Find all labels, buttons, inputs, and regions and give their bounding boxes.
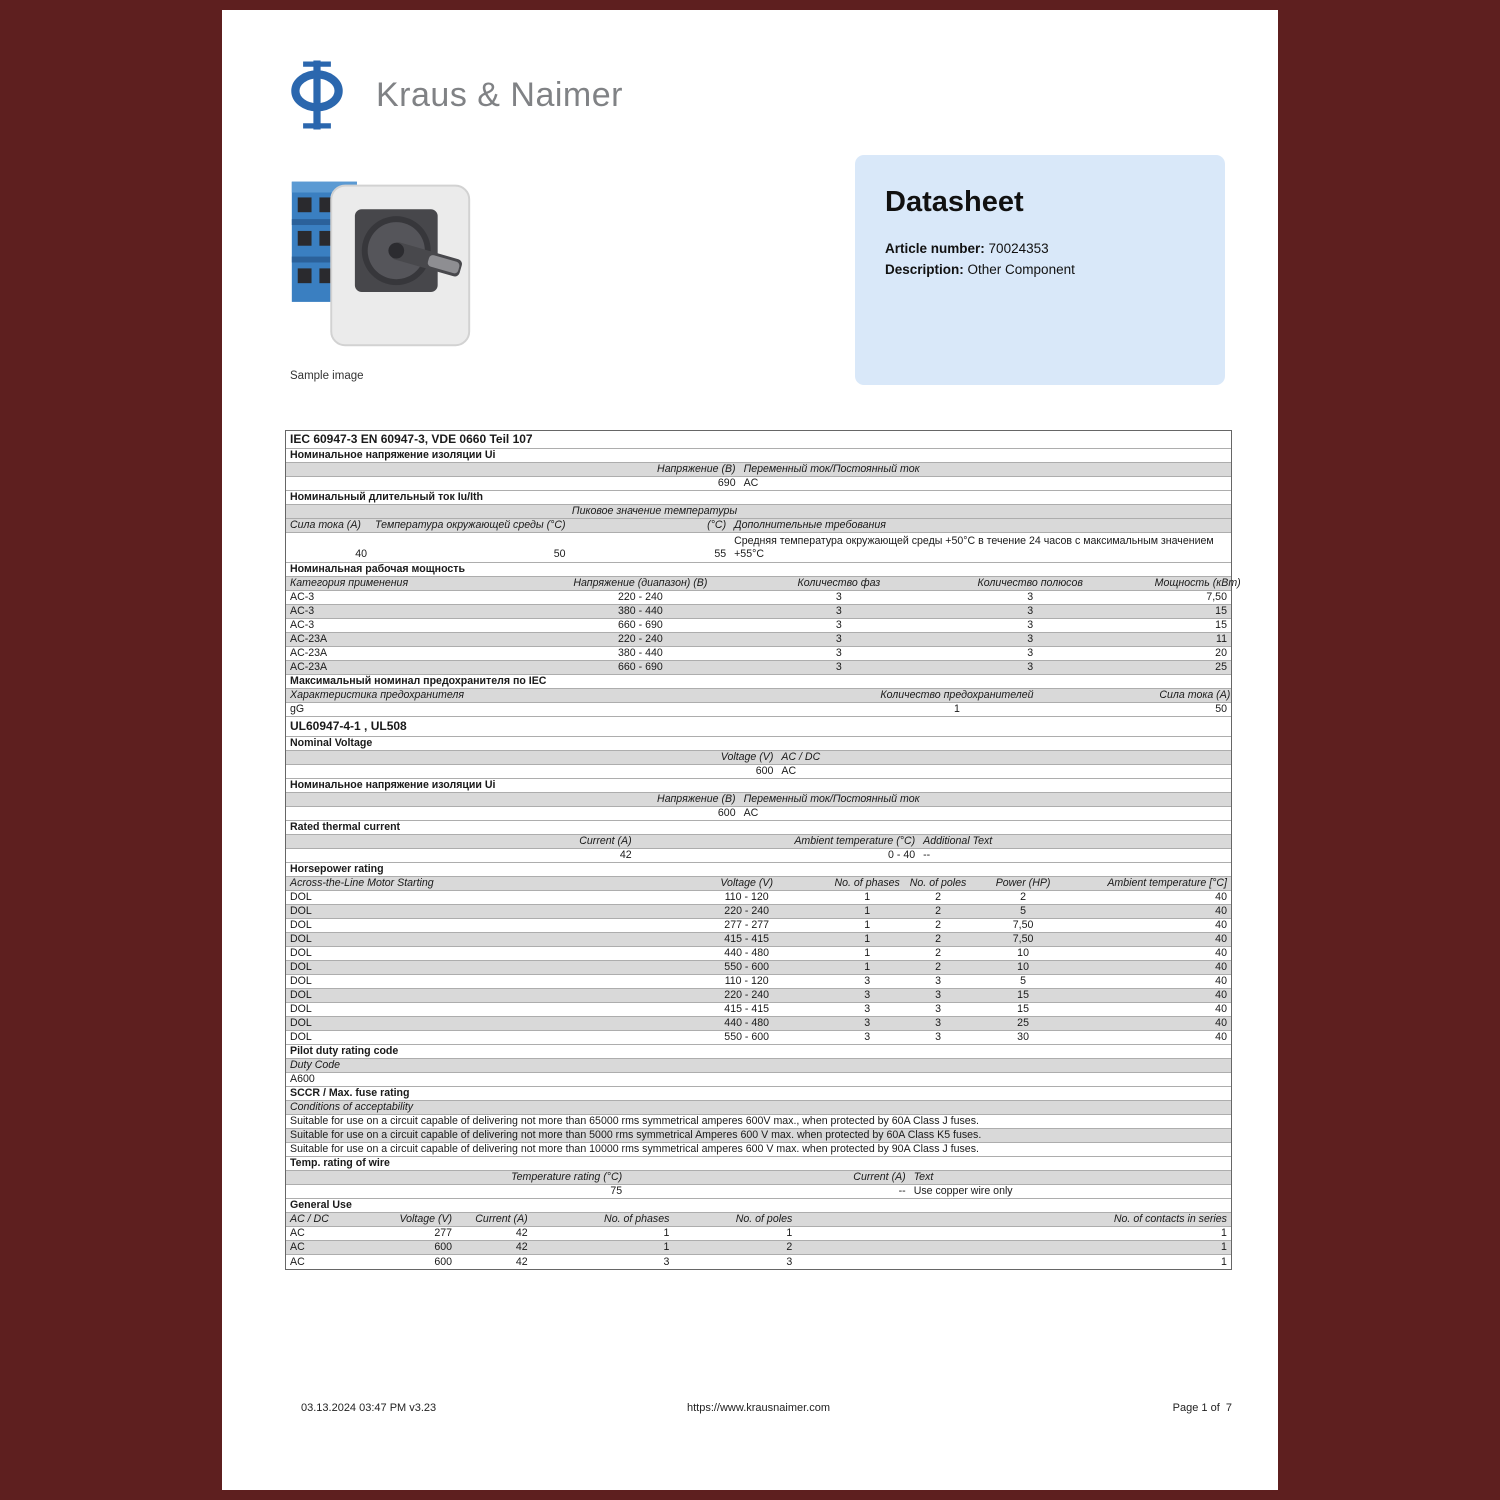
- table-row: [286, 1157, 1231, 1171]
- table-cell: No. of poles: [735, 1213, 793, 1226]
- table-cell: 10: [1017, 961, 1029, 974]
- table-cell: Категория применения: [290, 577, 409, 590]
- table-row: [286, 989, 1231, 1003]
- table-row: [286, 1045, 1231, 1059]
- table-cell: 10: [1017, 947, 1029, 960]
- table-cell: Номинальное напряжение изоляции Ui: [290, 449, 496, 462]
- table-cell: AC: [290, 1255, 305, 1268]
- table-cell: 440 - 480: [724, 1017, 770, 1030]
- table-cell: 3: [864, 975, 871, 988]
- table-cell: 2: [935, 905, 941, 918]
- table-cell: 7,50: [1012, 933, 1034, 946]
- table-cell: 40: [355, 548, 368, 561]
- table-row: [286, 1171, 1231, 1185]
- table-cell: 7,50: [1206, 591, 1227, 604]
- table-row: [286, 961, 1231, 975]
- table-cell: 3: [835, 661, 842, 674]
- table-row: [286, 919, 1231, 933]
- table-cell: Voltage (V): [399, 1213, 453, 1226]
- table-cell: 600: [434, 1241, 453, 1254]
- table-cell: 40: [1215, 1003, 1227, 1016]
- table-cell: (°С): [707, 519, 727, 532]
- table-cell: 1: [663, 1241, 670, 1254]
- table-cell: Temp. rating of wire: [290, 1157, 390, 1170]
- table-cell: 415 - 415: [724, 933, 770, 946]
- table-cell: Количество предохранителей: [880, 689, 1034, 702]
- table-row: [286, 533, 1231, 563]
- table-cell: DOL: [290, 961, 312, 974]
- table-cell: AC: [743, 807, 759, 820]
- table-row: [286, 675, 1231, 689]
- table-cell: 25: [1215, 661, 1227, 674]
- table-cell: 40: [1215, 891, 1227, 904]
- table-cell: 40: [1215, 1017, 1227, 1030]
- table-cell: 550 - 600: [724, 961, 770, 974]
- table-row: [286, 1087, 1231, 1101]
- table-row: [286, 1003, 1231, 1017]
- table-row: [286, 1143, 1231, 1157]
- table-cell: Suitable for use on a circuit capable of delivering not more than 65000 rms symmetrical amperes 600V max., when protected by 60A Class J fuses.: [290, 1115, 979, 1128]
- table-row: [286, 449, 1231, 463]
- table-row: [286, 1017, 1231, 1031]
- table-cell: No. of phases: [834, 877, 900, 890]
- table-cell: DOL: [290, 933, 312, 946]
- table-cell: 2: [786, 1241, 793, 1254]
- table-cell: 50: [1215, 703, 1227, 716]
- table-cell: Across-the-Line Motor Starting: [290, 877, 434, 890]
- table-cell: 1: [864, 947, 871, 960]
- table-cell: No. of phases: [604, 1213, 670, 1226]
- table-cell: Количество полюсов: [977, 577, 1083, 590]
- table-cell: 3: [835, 591, 842, 604]
- table-row: [286, 591, 1231, 605]
- table-cell: 220 - 240: [724, 905, 770, 918]
- table-cell: Rated thermal current: [290, 821, 401, 834]
- table-cell: 277 - 277: [724, 919, 770, 932]
- table-cell: 3: [786, 1255, 793, 1268]
- table-cell: UL60947-4-1 , UL508: [290, 719, 407, 734]
- table-cell: 2: [935, 891, 941, 904]
- table-cell: 600: [434, 1255, 453, 1268]
- table-row: [286, 477, 1231, 491]
- table-cell: gG: [290, 703, 305, 716]
- table-row: [286, 619, 1231, 633]
- table-cell: AC: [290, 1241, 305, 1254]
- table-cell: 40: [1215, 947, 1227, 960]
- table-row: [286, 605, 1231, 619]
- table-cell: Horsepower rating: [290, 863, 384, 876]
- brand-name: Kraus & Naimer: [376, 75, 623, 114]
- table-row: [286, 577, 1241, 591]
- table-row: [286, 905, 1231, 919]
- table-cell: DOL: [290, 891, 312, 904]
- table-row: [286, 863, 1231, 877]
- table-cell: 40: [1215, 989, 1227, 1002]
- table-cell: 5: [1020, 905, 1027, 918]
- table-cell: 40: [1215, 975, 1227, 988]
- phi-logo-icon: [284, 60, 350, 130]
- table-cell: Ambient temperature [°C]: [1107, 877, 1227, 890]
- table-cell: 3: [935, 975, 941, 988]
- table-cell: 110 - 120: [724, 975, 769, 988]
- table-cell: 25: [1017, 1017, 1029, 1030]
- table-cell: Voltage (V): [720, 877, 773, 890]
- table-cell: 380 - 440: [617, 605, 663, 618]
- table-cell: Напряжение (В): [657, 463, 736, 476]
- table-cell: 1: [1221, 1255, 1227, 1268]
- table-cell: Максимальный номинал предохранителя по IEC: [290, 675, 547, 688]
- table-cell: AC-23A: [290, 633, 328, 646]
- table-cell: AC: [743, 477, 759, 490]
- table-cell: 3: [864, 1031, 871, 1044]
- table-row: [286, 835, 1231, 849]
- table-cell: 220 - 240: [617, 591, 663, 604]
- table-cell: DOL: [290, 989, 312, 1002]
- table-cell: No. of contacts in series: [1113, 1213, 1227, 1226]
- table-cell: 7,50: [1012, 919, 1034, 932]
- article-number-value: 70024353: [988, 241, 1049, 256]
- table-cell: 2: [935, 947, 941, 960]
- footer-url[interactable]: https://www.krausnaimer.com: [686, 1402, 831, 1414]
- table-cell: 3: [1027, 619, 1034, 632]
- table-cell: Current (A): [475, 1213, 528, 1226]
- table-cell: DOL: [290, 1003, 312, 1016]
- table-row: [286, 563, 1231, 577]
- table-cell: AC-3: [290, 605, 315, 618]
- table-cell: Duty Code: [290, 1059, 341, 1072]
- table-cell: 40: [1215, 919, 1227, 932]
- table-cell: Средняя температура окружающей среды +50°С в течение 24 часов с максимальным значением +55°С: [734, 535, 1214, 561]
- table-cell: Номинальный длительный ток Iu/Ith: [290, 491, 484, 504]
- table-cell: 3: [864, 989, 871, 1002]
- table-cell: 600: [717, 807, 736, 820]
- table-row: [286, 1255, 1231, 1269]
- table-cell: Сила тока (А): [290, 519, 361, 532]
- table-row: [286, 793, 1231, 807]
- table-cell: Pilot duty rating code: [290, 1045, 399, 1058]
- table-row: [286, 1227, 1231, 1241]
- table-cell: 42: [515, 1241, 528, 1254]
- table-cell: 2: [935, 933, 941, 946]
- table-cell: Temperature rating (°C): [511, 1171, 623, 1184]
- table-cell: 220 - 240: [724, 989, 770, 1002]
- table-cell: AC-3: [290, 619, 315, 632]
- table-cell: 440 - 480: [724, 947, 770, 960]
- table-cell: Additional Text: [923, 835, 993, 848]
- table-cell: Количество фаз: [797, 577, 881, 590]
- table-cell: 15: [1017, 1003, 1029, 1016]
- table-cell: DOL: [290, 905, 312, 918]
- table-cell: A600: [290, 1073, 315, 1086]
- table-cell: Current (A): [579, 835, 632, 848]
- table-cell: AC / DC: [781, 751, 821, 764]
- table-row: [286, 661, 1231, 675]
- table-cell: DOL: [290, 947, 312, 960]
- table-cell: 3: [1027, 605, 1034, 618]
- table-cell: AC-23A: [290, 661, 328, 674]
- table-cell: 40: [1215, 933, 1227, 946]
- table-row: [286, 463, 1231, 477]
- table-cell: Current (A): [853, 1171, 906, 1184]
- table-cell: DOL: [290, 1031, 312, 1044]
- table-cell: Use copper wire only: [913, 1185, 1013, 1198]
- brand-header: [284, 60, 623, 130]
- table-cell: 3: [935, 1031, 941, 1044]
- table-cell: 3: [1027, 591, 1034, 604]
- table-row: [286, 807, 1231, 821]
- table-cell: General Use: [290, 1199, 352, 1212]
- table-row: [286, 1213, 1231, 1227]
- table-cell: --: [923, 849, 931, 862]
- table-cell: 690: [717, 477, 736, 490]
- table-row: [286, 1241, 1231, 1255]
- table-cell: AC-3: [290, 591, 315, 604]
- table-cell: 600: [755, 765, 774, 778]
- table-row: [286, 689, 1231, 703]
- table-cell: 11: [1215, 633, 1227, 646]
- table-row: [286, 1129, 1231, 1143]
- table-cell: Suitable for use on a circuit capable of delivering not more than 5000 rms symmetrical Amperes 600 V max. when protected by 60A Class K5 fuses.: [290, 1129, 982, 1142]
- table-cell: 277: [434, 1227, 453, 1240]
- table-cell: No. of poles: [909, 877, 967, 890]
- table-row: [286, 647, 1231, 661]
- table-cell: Text: [913, 1171, 934, 1184]
- table-cell: 0 - 40: [888, 849, 916, 862]
- table-cell: Характеристика предохранителя: [290, 689, 465, 702]
- description-row: [885, 260, 1195, 281]
- table-cell: Дополнительные требования: [734, 519, 886, 532]
- table-row: [286, 947, 1231, 961]
- page-footer: [285, 1402, 1232, 1414]
- table-cell: 1: [864, 891, 871, 904]
- table-cell: Переменный ток/Постоянный ток: [743, 793, 920, 806]
- table-cell: 3: [935, 1017, 941, 1030]
- table-cell: 42: [619, 849, 632, 862]
- table-cell: 5: [1020, 975, 1027, 988]
- document-page: [222, 10, 1278, 1490]
- table-cell: 3: [864, 1017, 871, 1030]
- table-cell: 55: [714, 548, 727, 561]
- table-cell: 2: [935, 961, 941, 974]
- table-row: [286, 717, 1231, 737]
- table-row: [286, 765, 1231, 779]
- table-row: [286, 821, 1231, 835]
- sample-image-caption: Sample image: [290, 370, 364, 382]
- description-label: Description:: [885, 261, 964, 277]
- article-number-label: Article number:: [885, 241, 985, 256]
- spec-table: [285, 430, 1241, 1270]
- table-row: [286, 737, 1231, 751]
- table-cell: Температура окружающей среды (°С): [375, 519, 566, 532]
- table-cell: 3: [835, 605, 842, 618]
- table-cell: AC-23A: [290, 647, 328, 660]
- table-cell: DOL: [290, 1017, 312, 1030]
- table-cell: 15: [1215, 619, 1227, 632]
- table-cell: AC / DC: [290, 1213, 329, 1226]
- table-cell: 220 - 240: [617, 633, 663, 646]
- description-value: Other Component: [967, 261, 1075, 277]
- table-cell: 20: [1215, 647, 1227, 660]
- table-cell: 1: [864, 919, 871, 932]
- table-cell: 660 - 690: [617, 661, 663, 674]
- table-cell: 3: [835, 619, 842, 632]
- table-cell: 40: [1215, 961, 1227, 974]
- table-cell: Conditions of acceptability: [290, 1101, 414, 1114]
- table-cell: 3: [1027, 661, 1034, 674]
- footer-datetime: 03.13.2024 03:47 PM v3.23: [301, 1402, 437, 1414]
- table-cell: Напряжение (В): [657, 793, 736, 806]
- table-cell: 15: [1215, 605, 1227, 618]
- article-number-row: [885, 239, 1195, 260]
- table-cell: 1: [953, 703, 960, 716]
- table-row: [286, 633, 1231, 647]
- table-cell: 3: [1027, 647, 1034, 660]
- table-cell: --: [898, 1185, 906, 1198]
- table-cell: Ambient temperature (°C): [794, 835, 916, 848]
- table-row: [286, 505, 1231, 519]
- table-row: [286, 1199, 1231, 1213]
- table-row: [286, 849, 1231, 863]
- table-row: [286, 431, 1231, 449]
- table-row: [286, 891, 1231, 905]
- table-row: [286, 491, 1231, 505]
- table-cell: 2: [1020, 891, 1027, 904]
- table-cell: 3: [935, 1003, 941, 1016]
- table-cell: DOL: [290, 975, 312, 988]
- table-row: [286, 1031, 1231, 1045]
- table-cell: 1: [864, 905, 871, 918]
- table-cell: Мощность (кВт): [1154, 577, 1241, 590]
- table-cell: IEC 60947-3 EN 60947-3, VDE 0660 Teil 107: [290, 432, 533, 447]
- table-cell: 660 - 690: [617, 619, 663, 632]
- table-cell: Пиковое значение температуры: [571, 505, 738, 518]
- table-cell: Переменный ток/Постоянный ток: [743, 463, 920, 476]
- table-cell: 1: [1221, 1241, 1227, 1254]
- table-row: [286, 975, 1231, 989]
- table-cell: 3: [864, 1003, 871, 1016]
- table-cell: 1: [864, 933, 871, 946]
- table-cell: 30: [1017, 1031, 1029, 1044]
- table-cell: 3: [663, 1255, 670, 1268]
- table-cell: 1: [864, 961, 871, 974]
- table-row: [286, 1073, 1231, 1087]
- datasheet-box: [855, 155, 1225, 385]
- table-cell: 110 - 120: [724, 891, 769, 904]
- table-cell: AC: [290, 1227, 305, 1240]
- rotary-switch-product-image: [280, 160, 482, 362]
- table-cell: 1: [1221, 1227, 1227, 1240]
- table-row: [286, 519, 1231, 533]
- table-cell: 3: [835, 633, 842, 646]
- table-row: [286, 751, 1231, 765]
- table-cell: DOL: [290, 919, 312, 932]
- table-cell: Nominal Voltage: [290, 737, 373, 750]
- table-cell: 42: [515, 1227, 528, 1240]
- table-cell: 40: [1215, 1031, 1227, 1044]
- table-cell: 1: [663, 1227, 670, 1240]
- table-row: [286, 1115, 1231, 1129]
- table-cell: 15: [1017, 989, 1029, 1002]
- table-cell: AC: [781, 765, 797, 778]
- table-row: [286, 1101, 1231, 1115]
- table-cell: Номинальная рабочая мощность: [290, 563, 465, 576]
- table-cell: Voltage (V): [720, 751, 774, 764]
- table-cell: 1: [786, 1227, 793, 1240]
- footer-page-number: Page 1 of 7: [1172, 1402, 1232, 1414]
- table-cell: Power (HP): [995, 877, 1051, 890]
- table-row: [286, 933, 1231, 947]
- table-cell: 550 - 600: [724, 1031, 770, 1044]
- table-cell: Номинальное напряжение изоляции Ui: [290, 779, 496, 792]
- table-cell: SCCR / Max. fuse rating: [290, 1087, 410, 1100]
- table-row: [286, 703, 1231, 717]
- table-cell: 3: [835, 647, 842, 660]
- table-cell: 2: [935, 919, 941, 932]
- table-cell: 3: [1027, 633, 1034, 646]
- table-row: [286, 779, 1231, 793]
- table-cell: 3: [935, 989, 941, 1002]
- table-cell: 380 - 440: [617, 647, 663, 660]
- table-cell: 40: [1215, 905, 1227, 918]
- table-cell: Сила тока (А): [1159, 689, 1231, 702]
- table-cell: 75: [610, 1185, 623, 1198]
- table-row: [286, 1059, 1231, 1073]
- table-cell: 42: [515, 1255, 528, 1268]
- table-row: [286, 877, 1231, 891]
- datasheet-title: Datasheet: [885, 186, 1024, 218]
- table-cell: 415 - 415: [724, 1003, 770, 1016]
- table-cell: Напряжение (диапазон) (В): [573, 577, 708, 590]
- table-row: [286, 1185, 1231, 1199]
- table-cell: 50: [553, 548, 566, 561]
- table-cell: Suitable for use on a circuit capable of delivering not more than 10000 rms symmetrical amperes 600 V max. when protected by 90A Class J fuses.: [290, 1143, 979, 1156]
